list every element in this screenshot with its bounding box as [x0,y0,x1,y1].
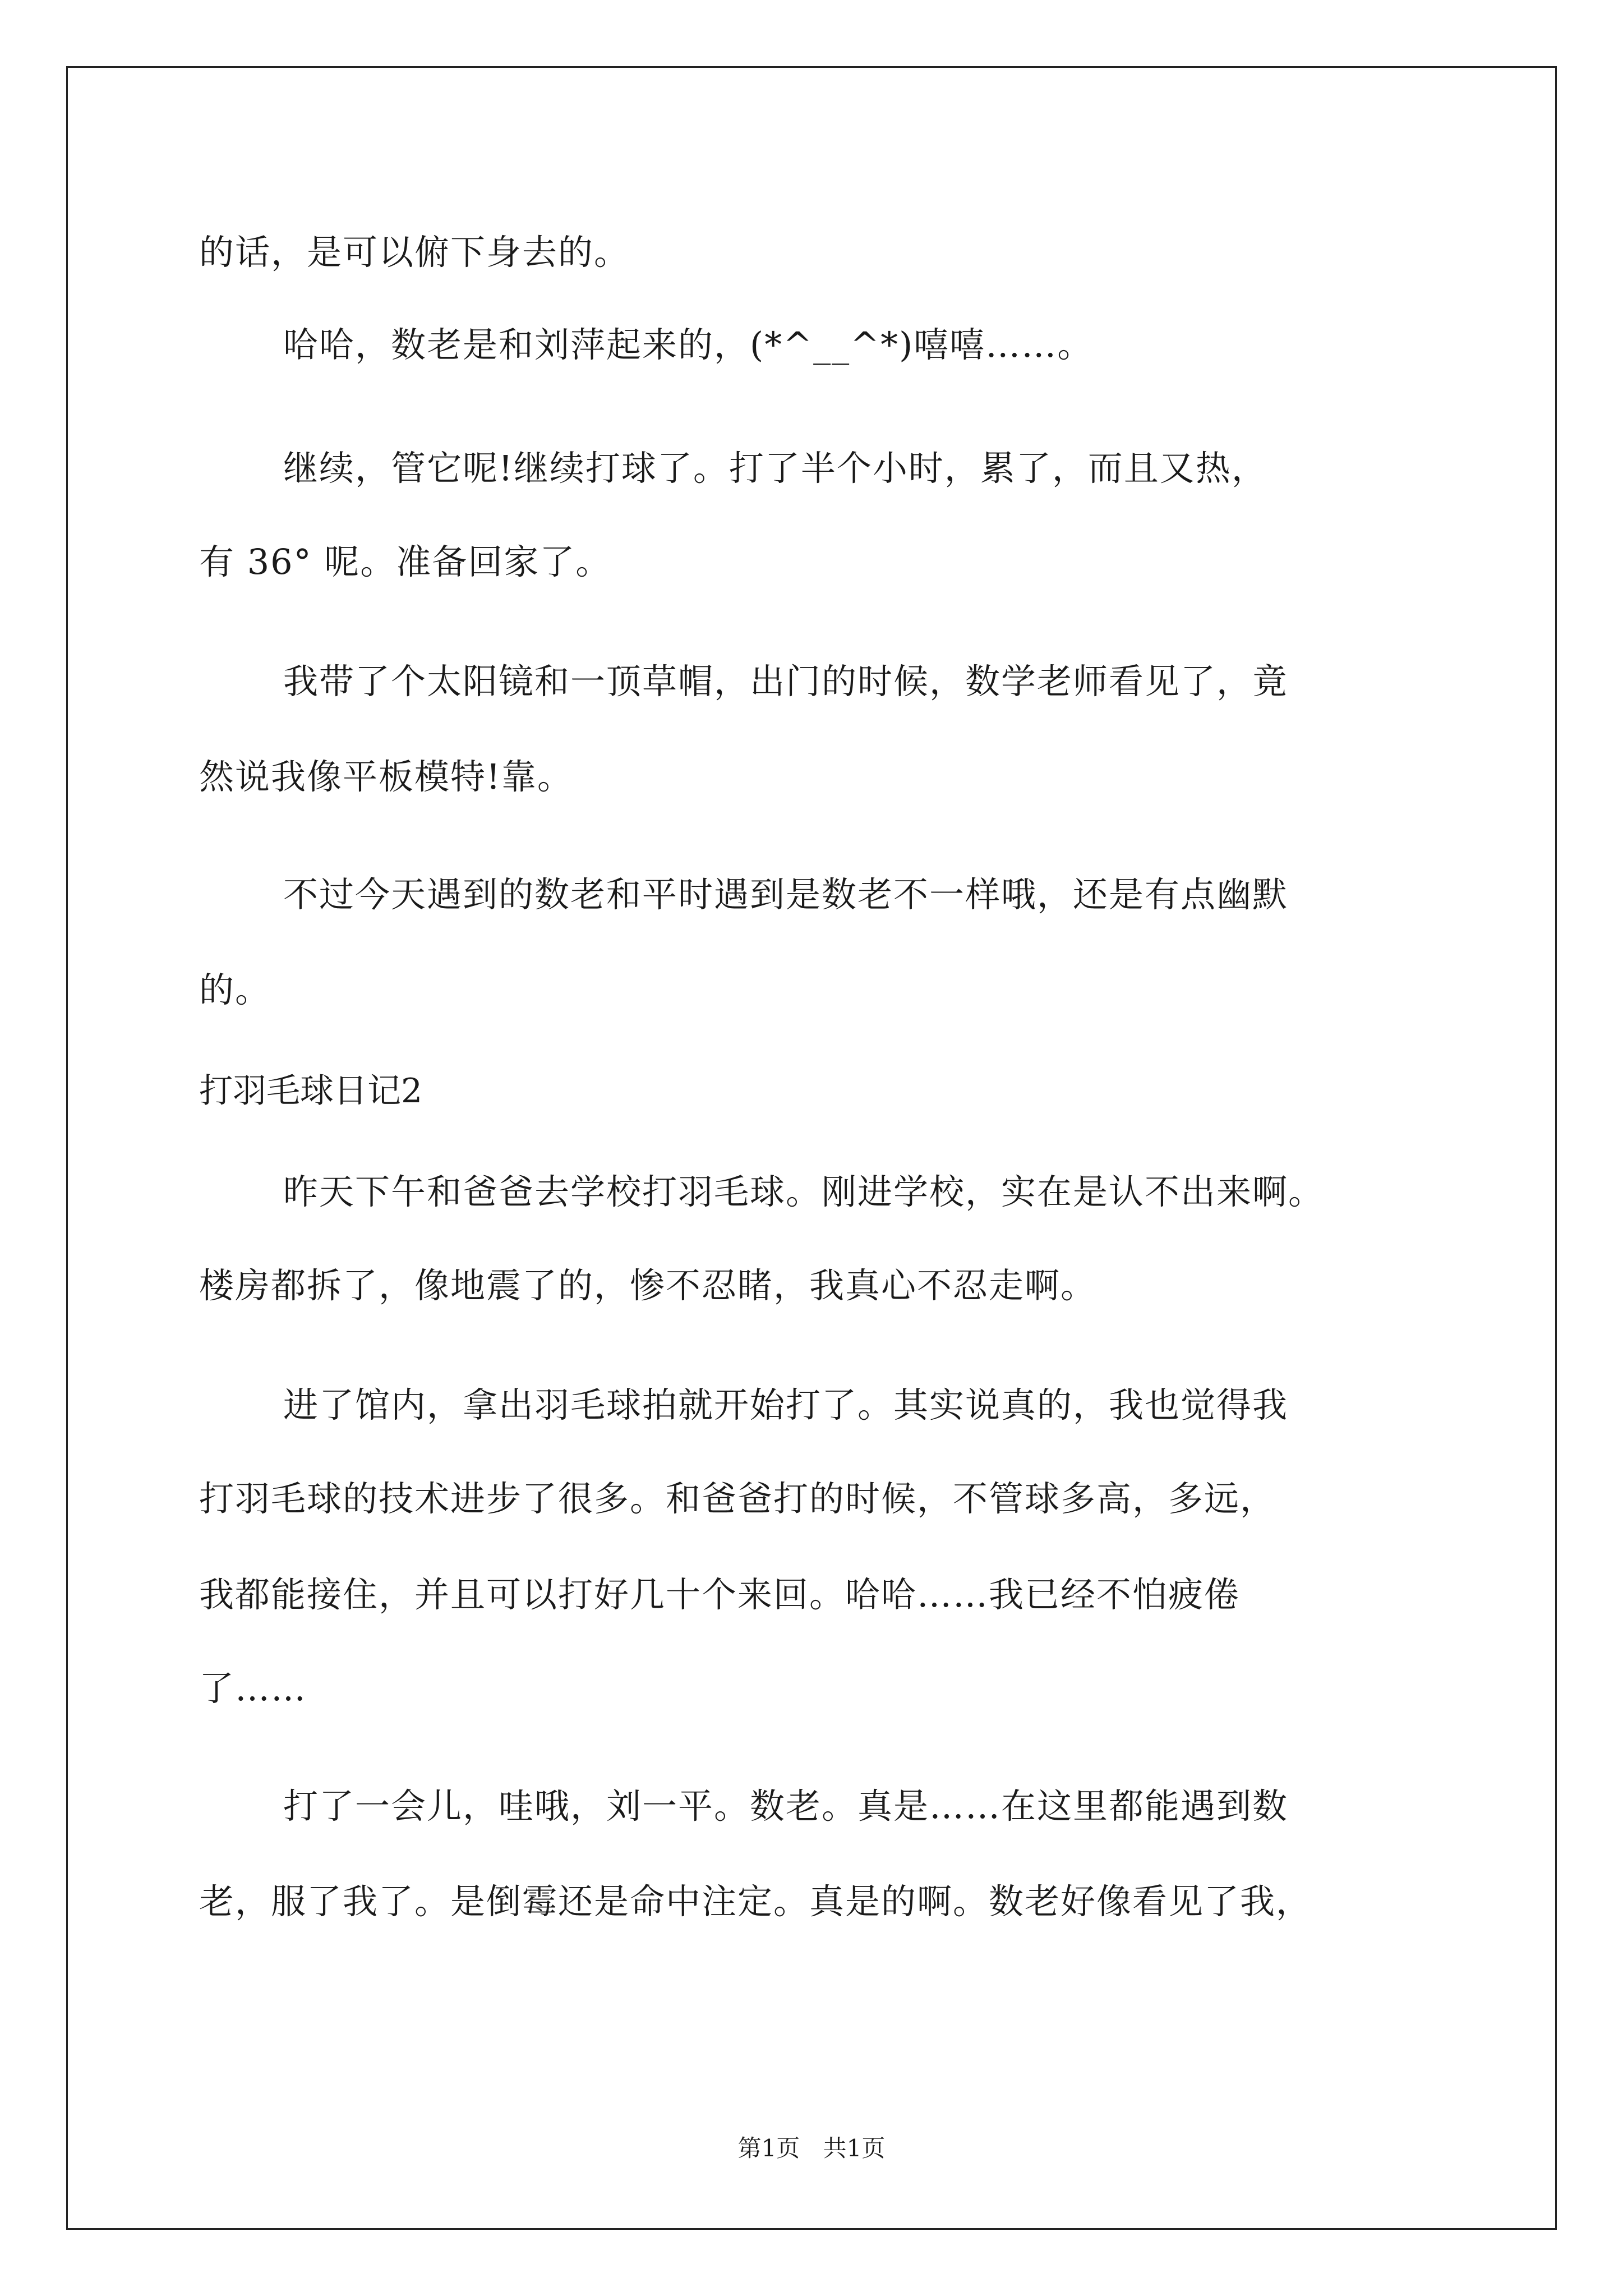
text-line: 打了一会儿，哇哦，刘一平。数老。真是……在这里都能遇到数 [283,1786,1289,1826]
page-footer [0,2133,1623,2164]
text-line: 进了馆内，拿出羽毛球拍就开始打了。其实说真的，我也觉得我 [283,1384,1289,1425]
text-line: 老，服了我了。是倒霉还是命中注定。真是的啊。数老好像看见了我， [199,1881,1312,1922]
text-line: 哈哈，数老是和刘萍起来的，(*^__^*)嘻嘻……。 [283,324,1094,365]
text-line: 了…… [199,1668,307,1709]
text-line: 继续，管它呢!继续打球了。打了半个小时，累了，而且又热， [283,448,1267,489]
text-line: 楼房都拆了，像地震了的，惨不忍睹，我真心不忍走啊。 [199,1265,1097,1306]
text-line: 我带了个太阳镜和一顶草帽，出门的时候，数学老师看见了，竟 [283,661,1289,702]
text-line: 昨天下午和爸爸去学校打羽毛球。刚进学校，实在是认不出来啊。 [283,1171,1325,1212]
text-line: 然说我像平板模特!靠。 [199,756,573,797]
text-line: 有 36° 呢。准备回家了。 [199,541,612,582]
text-line: 的话，是可以俯下身去的。 [199,232,630,273]
page-number: 第1页 [737,2134,800,2162]
text-line: 我都能接住，并且可以打好几十个来回。哈哈……我已经不怕疲倦 [199,1574,1241,1615]
text-line: 的。 [199,969,271,1010]
section-heading: 打羽毛球日记2 [199,1071,423,1111]
text-line: 打羽毛球的技术进步了很多。和爸爸打的时候，不管球多高，多远， [199,1478,1276,1519]
page-total: 共1页 [823,2134,886,2162]
text-line: 不过今天遇到的数老和平时遇到是数老不一样哦，还是有点幽默 [283,874,1289,915]
